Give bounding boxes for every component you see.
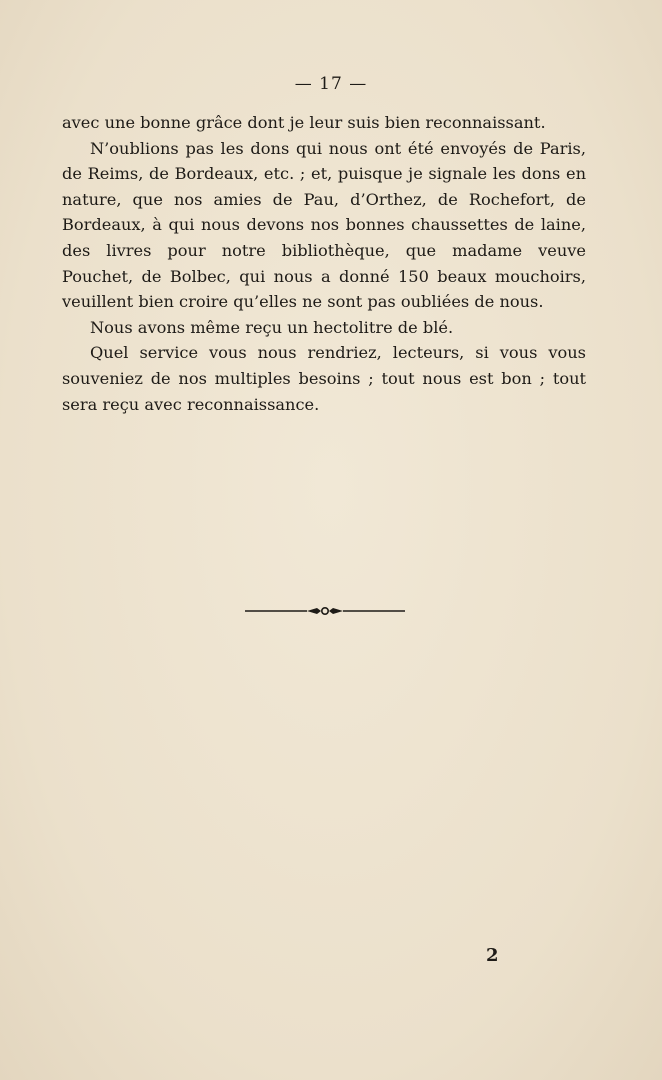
body-text [62,110,586,417]
page-number-header: — 17 — [294,74,368,94]
paragraph-wheat: Nous avons même reçu un hectolitre de blé. [90,317,454,337]
paragraph-continuation: avec une bonne grâce dont je leur suis bien reconnaissant. [62,113,546,132]
signature-mark: 2 [486,945,499,966]
paragraph-donations: N’oublions pas les dons qui nous ont été envoyés de Paris, de Reims, de Bordeaux, etc. ; et, puisque je signale les dons en nature, que nos amies de Pau, d’Orthez, de Rochefort, de Bordeaux, à qui nous devons nos bonnes chaussettes de laine, des livres pour notre bibliothèque, que madame veuve Pouchet, de Bolbec, qui nous a donné 150 beaux mouchoirs, veuillent bien croire qu’elles ne sont pas oubliées de nous. [62,138,586,312]
fleuron-divider-icon [245,604,405,618]
paragraph-appeal: Quel service vous nous rendriez, lecteurs, si vous vous souveniez de nos multiples besoins ; tout nous est bon ; tout sera reçu avec reconnaissance. [62,343,586,414]
